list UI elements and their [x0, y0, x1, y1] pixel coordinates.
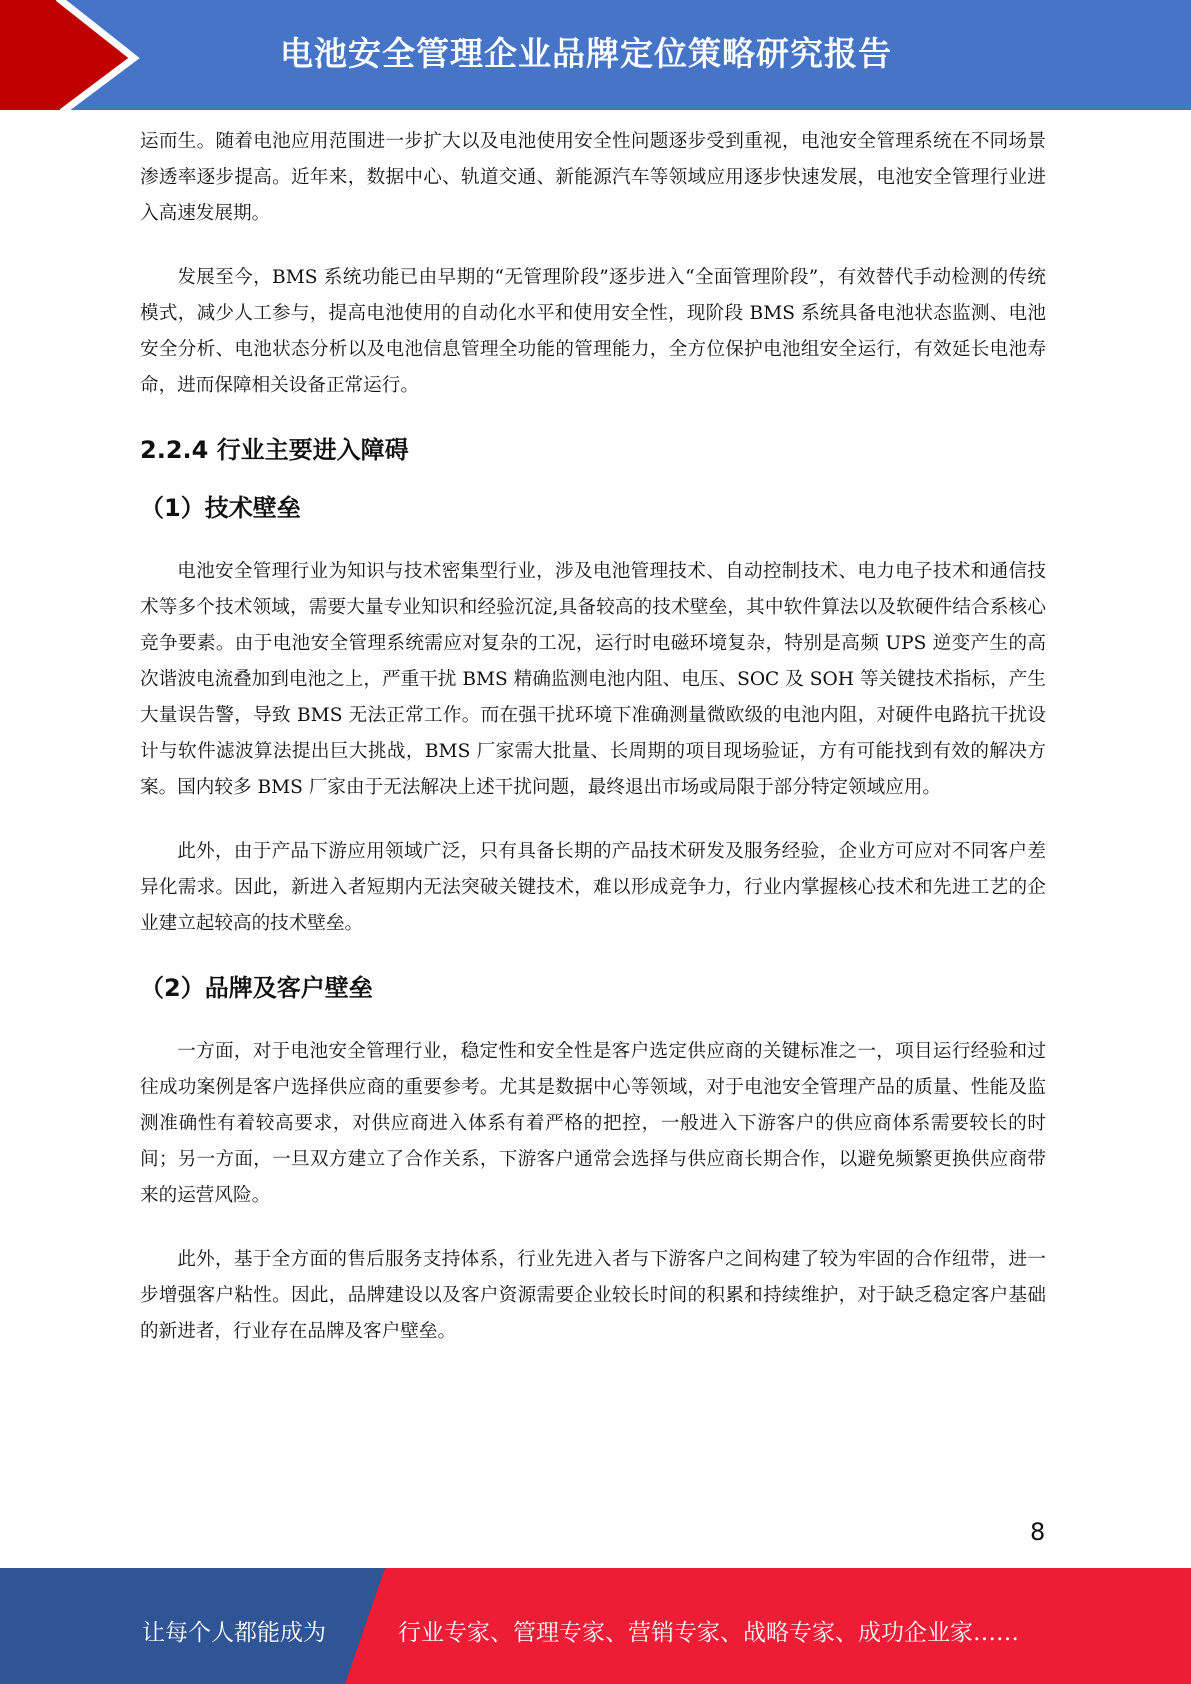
header-arrow-decoration [0, 0, 200, 110]
footer-slogan-left: 让每个人都能成为 [142, 1620, 326, 1646]
page-footer [0, 1568, 1191, 1684]
paragraph: 一方面，对于电池安全管理行业，稳定性和安全性是客户选定供应商的关键标准之一，项目运行经验和过往成功案例是客户选择供应商的重要参考。尤其是数据中心等领域，对于电池安全管理产品的质量、性能及监测准确性有着较高要求，对供应商进入体系有着严格的把控，一般进入下游客户的供应商体系需要较长的时间；另一方面，一旦双方建立了合作关系，下游客户通常会选择与供应商长期合作，以避免频繁更换供应商带来的运营风险。 [140, 1041, 1046, 1206]
report-title: 电池安全管理企业品牌定位策略研究报告 [280, 34, 892, 73]
paragraph: 发展至今，BMS 系统功能已由早期的“无管理阶段”逐步进入“全面管理阶段”，有效替代手动检测的传统模式，减少人工参与，提高电池使用的自动化水平和使用安全性，现阶段 BMS 系统具备电池状态监测、电池安全分析、电池状态分析以及电池信息管理全功能的管理能力，全方位保护电池组安全运行，有效延长电池寿命，进而保障相关设备正常运行。 [140, 267, 1046, 396]
page-number: 8 [1030, 1518, 1046, 1546]
paragraph: 电池安全管理行业为知识与技术密集型行业，涉及电池管理技术、自动控制技术、电力电子技术和通信技术等多个技术领域，需要大量专业知识和经验沉淀,具备较高的技术壁垒，其中软件算法以及软硬件结合系核心竞争要素。由于电池安全管理系统需应对复杂的工况，运行时电磁环境复杂，特别是高频 UPS 逆变产生的高次谐波电流叠加到电池之上，严重干扰 BMS 精确监测电池内阻、电压、SOC 及 SOH 等关键技术指标，产生大量误告警，导致 BMS 无法正常工作。而在强干扰环境下准确测量微欧级的电池内阻，对硬件电路抗干扰设计与软件滤波算法提出巨大挑战，BMS 厂家需大批量、长周期的项目现场验证，方有可能找到有效的解决方案。国内较多 BMS 厂家由于无法解决上述干扰问题，最终退出市场或局限于部分特定领域应用。 [140, 561, 1046, 798]
subsection-heading: （2）品牌及客户壁垒 [140, 974, 373, 1002]
document-body [140, 124, 1046, 1378]
page-header [0, 0, 1191, 110]
paragraph: 此外，基于全方面的售后服务支持体系，行业先进入者与下游客户之间构建了较为牢固的合作纽带，进一步增强客户粘性。因此，品牌建设以及客户资源需要企业较长时间的积累和持续维护，对于缺乏稳定客户基础的新进者，行业存在品牌及客户壁垒。 [140, 1249, 1046, 1342]
section-heading: 2.2.4 行业主要进入障碍 [140, 436, 409, 464]
footer-slogan-right: 行业专家、管理专家、营销专家、战略专家、成功企业家…… [398, 1620, 1019, 1646]
paragraph: 运而生。随着电池应用范围进一步扩大以及电池使用安全性问题逐步受到重视，电池安全管理系统在不同场景渗透率逐步提高。近年来，数据中心、轨道交通、新能源汽车等领域应用逐步快速发展，电池安全管理行业进入高速发展期。 [140, 131, 1046, 224]
subsection-heading: （1）技术壁垒 [140, 494, 301, 522]
paragraph: 此外，由于产品下游应用领域广泛，只有具备长期的产品技术研发及服务经验，企业方可应对不同客户差异化需求。因此，新进入者短期内无法突破关键技术，难以形成竞争力，行业内掌握核心技术和先进工艺的企业建立起较高的技术壁垒。 [140, 841, 1046, 934]
